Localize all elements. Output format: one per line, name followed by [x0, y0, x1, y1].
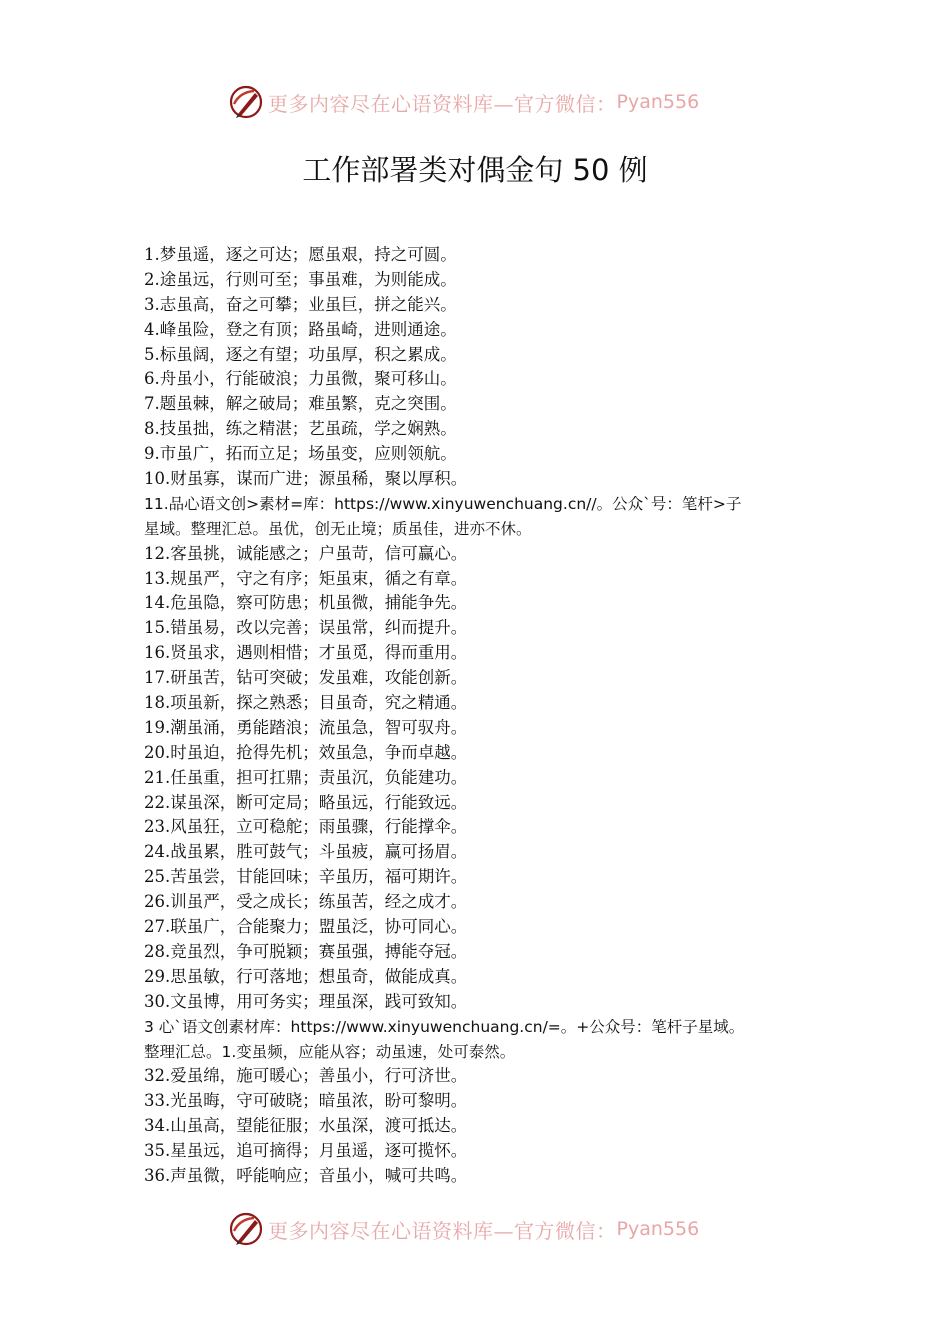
pen-logo-icon — [228, 84, 264, 120]
list-item: 30.文虽博，用可务实；理虽深，践可致知。 — [144, 991, 468, 1011]
footer-banner — [228, 1209, 748, 1249]
list-item: 9.市虽广，拓而立足；场虽变，应则领航。 — [144, 444, 457, 464]
list-item: 14.危虽隐，察可防患；机虽微，捕能争先。 — [144, 593, 468, 613]
list-item: 15.错虽易，改以完善；误虽常，纠而提升。 — [144, 618, 468, 638]
list-item: 4.峰虽险，登之有顶；路虽崎，进则通途。 — [144, 319, 457, 339]
list-item: 3.志虽高，奋之可攀；业虽巨，拼之能兴。 — [144, 294, 457, 314]
list-item: 32.爱虽绵，施可暖心；善虽小，行可济世。 — [144, 1066, 468, 1086]
watermark-line: 3 心`语文创素材库：https://www.xinyuwenchuang.cn/=。+公众号：笔杆子星域。 — [144, 1017, 745, 1036]
list-item: 21.任虽重，担可扛鼎；责虽沉，负能建功。 — [144, 767, 468, 787]
list-item: 10.财虽寡，谋而广进；源虽稀，聚以厚积。 — [144, 469, 468, 489]
list-item: 2.途虽远，行则可至；事虽难，为则能成。 — [144, 269, 457, 289]
header-banner-wechat: Pyan556 — [616, 91, 700, 113]
list-item: 26.训虽严，受之成长；练虽苦，经之成才。 — [144, 892, 468, 912]
list-item: 35.星虽远，追可摘得；月虽遥，逐可揽怀。 — [144, 1141, 468, 1161]
list-item: 7.题虽棘，解之破局；难虽繁，克之突围。 — [144, 394, 457, 414]
pen-logo-icon — [228, 1211, 264, 1247]
list-item: 18.项虽新，探之熟悉；目虽奇，究之精通。 — [144, 693, 468, 713]
list-item: 22.谋虽深，断可定局；略虽远，行能致远。 — [144, 792, 468, 812]
list-item: 16.贤虽求，遇则相惜；才虽觅，得而重用。 — [144, 643, 468, 663]
header-banner — [228, 82, 748, 122]
list-item: 27.联虽广，合能聚力；盟虽泛，协可同心。 — [144, 917, 468, 937]
list-item: 34.山虽高，望能征服；水虽深，渡可抵达。 — [144, 1116, 468, 1136]
list-item: 28.竞虽烈，争可脱颖；赛虽强，搏能夺冠。 — [144, 941, 468, 961]
list-item: 23.风虽狂，立可稳舵；雨虽骤，行能撑伞。 — [144, 817, 468, 837]
header-banner-text: 更多内容尽在心语资料库—官方微信： — [268, 91, 617, 116]
list-item: 29.思虽敏，行可落地；想虽奇，做能成真。 — [144, 966, 468, 986]
footer-banner-wechat: Pyan556 — [616, 1218, 700, 1240]
page-title: 工作部署类对偶金句 50 例 — [302, 153, 648, 187]
list-item: 36.声虽微，呼能响应；音虽小，喊可共鸣。 — [144, 1165, 468, 1185]
watermark-line: 11.品心语文创>素材=库：https://www.xinyuwenchuang.cn//。公众`号：笔杆>子 — [144, 494, 742, 513]
watermark-line: 整理汇总。1.变虽频，应能从容；动虽速，处可泰然。 — [144, 1042, 516, 1061]
list-item: 6.舟虽小，行能破浪；力虽微，聚可移山。 — [144, 369, 457, 389]
list-item: 13.规虽严，守之有序；矩虽束，循之有章。 — [144, 568, 468, 588]
watermark-line: 星域。整理汇总。虽优，创无止境；质虽佳，进亦不休。 — [144, 519, 532, 538]
list-item: 8.技虽拙，练之精湛；艺虽疏，学之娴熟。 — [144, 419, 457, 439]
list-item: 19.潮虽涌，勇能踏浪；流虽急，智可驭舟。 — [144, 717, 468, 737]
list-item: 5.标虽阔，逐之有望；功虽厚，积之累成。 — [144, 344, 457, 364]
list-item: 24.战虽累，胜可鼓气；斗虽疲，赢可扬眉。 — [144, 842, 468, 862]
list-item: 33.光虽晦，守可破晓；暗虽浓，盼可黎明。 — [144, 1091, 468, 1111]
footer-banner-text: 更多内容尽在心语资料库—官方微信： — [268, 1218, 617, 1243]
list-item: 1.梦虽遥，逐之可达；愿虽艰，持之可圆。 — [144, 245, 457, 264]
list-item: 17.研虽苦，钻可突破；发虽难，攻能创新。 — [144, 668, 468, 688]
list-item: 25.苦虽尝，甘能回味；辛虽历，福可期许。 — [144, 867, 468, 887]
list-item: 12.客虽挑，诚能感之；户虽苛，信可赢心。 — [144, 543, 468, 563]
sentence-list — [144, 243, 824, 1189]
list-item: 20.时虽迫，抢得先机；效虽急，争而卓越。 — [144, 742, 468, 762]
